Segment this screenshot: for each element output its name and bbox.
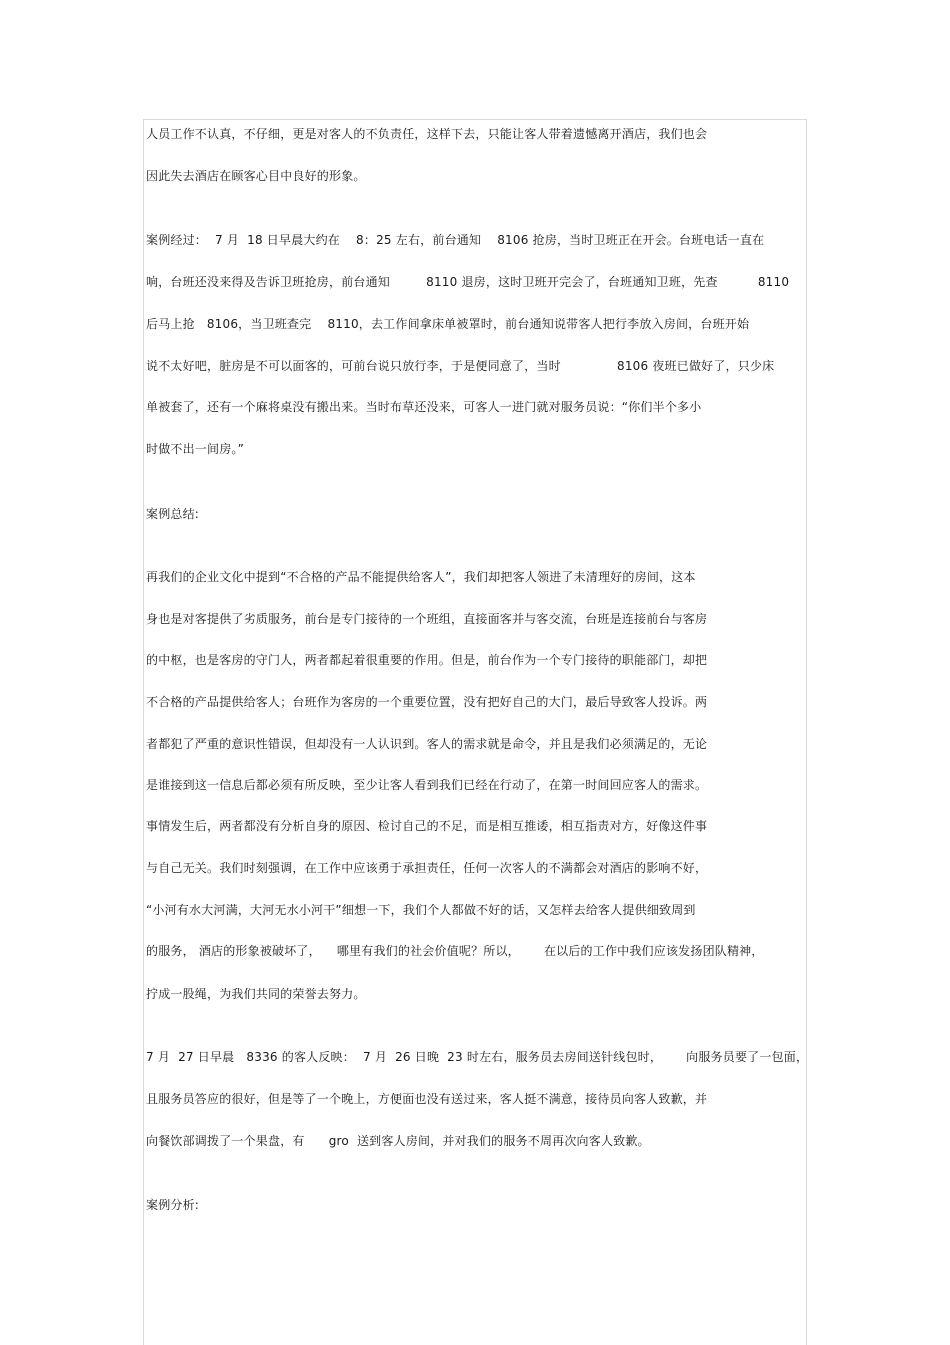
text-line: 是谁接到这一信息后都必须有所反映，至少让客人看到我们已经在行动了，在第一时间回应客人的需求。 [146,778,708,792]
text-line: 说不太好吧，脏房是不可以面客的，可前台说只放行李，于是便同意了，当时 8106 夜班已做好了，只少床 [146,359,775,373]
text-line: 与自己无关。我们时刻强调，在工作中应该勇于承担责任，任何一次客人的不满都会对酒店的影响不好， [146,861,708,875]
text-line: 案例经过： 7 月 18 日早晨大约在 8：25 左右，前台通知 8106 抢房，当时卫班正在开会。台班电话一直在 [146,233,765,247]
section-heading: 案例总结: [146,507,200,521]
text-line: 再我们的企业文化中提到“不合格的产品不能提供给客人”，我们却把客人领进了未清理好的房间，这本 [146,570,696,584]
text-line: 的中枢，也是客房的守门人，两者都起着很重要的作用。但是，前台作为一个专门接待的职能部门，却把 [146,653,708,667]
text-line: 者都犯了严重的意识性错误，但却没有一人认识到。客人的需求就是命令，并且是我们必须满足的，无论 [146,737,708,751]
text-line: 时做不出一间房。” [146,442,245,456]
page-frame [143,119,807,1345]
text-line: 向餐饮部调拨了一个果盘，有 gro 送到客人房间，并对我们的服务不周再次向客人致歉。 [146,1134,650,1148]
text-line: 不合格的产品提供给客人；台班作为客房的一个重要位置，没有把好自己的大门，最后导致客人投诉。两 [146,695,708,709]
text-line: “小河有水大河满，大河无水小河干”细想一下，我们个人都做不好的话，又怎样去给客人提供细致周到 [146,903,696,917]
text-line: 单被套了，还有一个麻将桌没有搬出来。当时布草还没来，可客人一进门就对服务员说：“你们半个多小 [146,400,702,414]
text-line: 拧成一股绳，为我们共同的荣誉去努力。 [146,987,366,1001]
text-line: 因此失去酒店在顾客心目中良好的形象。 [146,169,366,183]
text-line: 的服务， 酒店的形象被破坏了， 哪里有我们的社会价值呢？所以， 在以后的工作中我们应该发扬团队精神， [146,944,764,958]
text-line: 人员工作不认真，不仔细，更是对客人的不负责任，这样下去，只能让客人带着遗憾离开酒店，我们也会 [146,127,708,141]
text-line: 且服务员答应的很好，但是等了一个晚上，方便面也没有送过来，客人挺不满意，接待员向客人致歉，并 [146,1092,708,1106]
section-heading: 案例分析: [146,1198,200,1212]
text-line: 后马上抢 8106，当卫班查完 8110，去工作间拿床单被罩时，前台通知说带客人把行李放入房间，台班开始 [146,317,750,331]
text-line: 响，台班还没来得及告诉卫班抢房，前台通知 8110 退房，这时卫班开完会了，台班通知卫班，先查 8110 [146,275,790,289]
text-line: 事情发生后，两者都没有分析自身的原因、检讨自己的不足，而是相互推诿，相互指责对方，好像这件事 [146,819,708,833]
text-line: 7 月 27 日早晨 8336 的客人反映： 7 月 26 日晚 23 时左右，服务员去房间送针线包时， 向服务员要了一包面， [146,1050,809,1064]
text-line: 身也是对客提供了劣质服务，前台是专门接待的一个班组，直接面客并与客交流，台班是连接前台与客房 [146,612,708,626]
